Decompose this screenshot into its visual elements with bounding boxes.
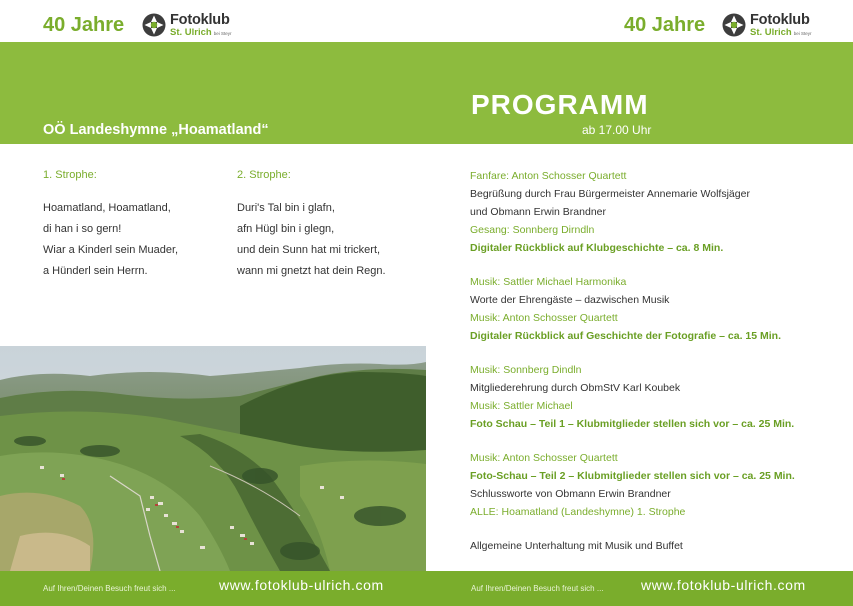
program-title: PROGRAMM bbox=[471, 89, 649, 120]
aperture-icon bbox=[722, 13, 746, 37]
program-block-3 bbox=[470, 361, 850, 433]
program-block-5 bbox=[470, 537, 850, 555]
program-item: Schlussworte von Obmann Erwin Brandner bbox=[470, 488, 671, 500]
program-item: Allgemeine Unterhaltung mit Musik und Buffet bbox=[470, 540, 683, 552]
anthem-title: OÖ Landeshymne „Hoamatland“ bbox=[43, 122, 269, 138]
program-list bbox=[470, 167, 850, 555]
program-item: Fanfare: Anton Schosser Quartett bbox=[470, 170, 627, 182]
landscape-photo bbox=[0, 346, 426, 571]
program-item: Foto-Schau – Teil 2 – Klubmitglieder stellen sich vor – ca. 25 Min. bbox=[470, 470, 795, 482]
footer-tagline-right: Auf Ihren/Deinen Besuch freut sich ... bbox=[471, 584, 604, 593]
program-item: und Obmann Erwin Brandner bbox=[470, 206, 606, 218]
anniversary-label-right: 40 Jahre bbox=[624, 14, 706, 36]
program-start-time: ab 17.00 Uhr bbox=[582, 123, 652, 137]
verse-line: afn Hügl bin i glegn, bbox=[237, 223, 335, 235]
logo-name: Fotoklub bbox=[750, 12, 810, 28]
program-item: Musik: Anton Schosser Quartett bbox=[470, 452, 618, 464]
program-item: ALLE: Hoamatland (Landeshymne) 1. Strophe bbox=[470, 506, 686, 518]
verse-line: di han i so gern! bbox=[43, 223, 122, 235]
program-item: Foto Schau – Teil 1 – Klubmitglieder stellen sich vor – ca. 25 Min. bbox=[470, 418, 795, 430]
verse-line: und dein Sunn hat mi trickert, bbox=[237, 244, 381, 256]
logo-sub: St. Ulrich bbox=[170, 26, 212, 38]
logo-tiny: bei Steyr bbox=[793, 30, 812, 36]
strophe-1-heading: 1. Strophe: bbox=[43, 169, 97, 181]
footer-url-right[interactable]: www.fotoklub-ulrich.com bbox=[641, 577, 806, 593]
program-block-2 bbox=[470, 273, 850, 345]
logo-sub: St. Ulrich bbox=[750, 26, 792, 38]
verse-line: Hoamatland, Hoamatland, bbox=[43, 202, 171, 214]
program-item: Musik: Anton Schosser Quartett bbox=[470, 312, 618, 324]
program-item: Worte der Ehrengäste – dazwischen Musik bbox=[470, 294, 670, 306]
program-item: Gesang: Sonnberg Dirndln bbox=[470, 224, 595, 236]
footer-tagline-left: Auf Ihren/Deinen Besuch freut sich ... bbox=[43, 584, 176, 593]
program-item: Digitaler Rückblick auf Geschichte der Fotografie – ca. 15 Min. bbox=[470, 330, 782, 342]
strophe-1-verse bbox=[43, 198, 178, 282]
program-item: Mitgliederehrung durch ObmStV Karl Koubek bbox=[470, 382, 681, 394]
logo-name: Fotoklub bbox=[170, 12, 230, 28]
program-item: Musik: Sattler Michael bbox=[470, 400, 573, 412]
club-logo-left bbox=[142, 13, 231, 37]
verse-line: a Hünderl sein Herrn. bbox=[43, 265, 148, 277]
program-item: Begrüßung durch Frau Bürgermeister Annemarie Wolfsjäger bbox=[470, 188, 750, 200]
program-item: Musik: Sattler Michael Harmonika bbox=[470, 276, 627, 288]
verse-line: Duri's Tal bin i glafn, bbox=[237, 202, 335, 214]
footer-url-left[interactable]: www.fotoklub-ulrich.com bbox=[219, 577, 384, 593]
verse-line: wann mi gnetzt hat dein Regn. bbox=[237, 265, 386, 277]
logo-tiny: bei Steyr bbox=[213, 30, 232, 36]
program-block-1 bbox=[470, 167, 850, 257]
anniversary-label-left: 40 Jahre bbox=[43, 14, 125, 36]
verse-line: Wiar a Kinderl sein Muader, bbox=[43, 244, 179, 256]
program-item: Musik: Sonnberg Dindln bbox=[470, 364, 582, 376]
aperture-icon bbox=[142, 13, 166, 37]
program-item: Digitaler Rückblick auf Klubgeschichte – ca. 8 Min. bbox=[470, 242, 724, 254]
program-block-4 bbox=[470, 449, 850, 521]
strophe-2-heading: 2. Strophe: bbox=[237, 169, 291, 181]
club-logo-right bbox=[722, 13, 811, 37]
strophe-2-verse bbox=[237, 198, 386, 282]
